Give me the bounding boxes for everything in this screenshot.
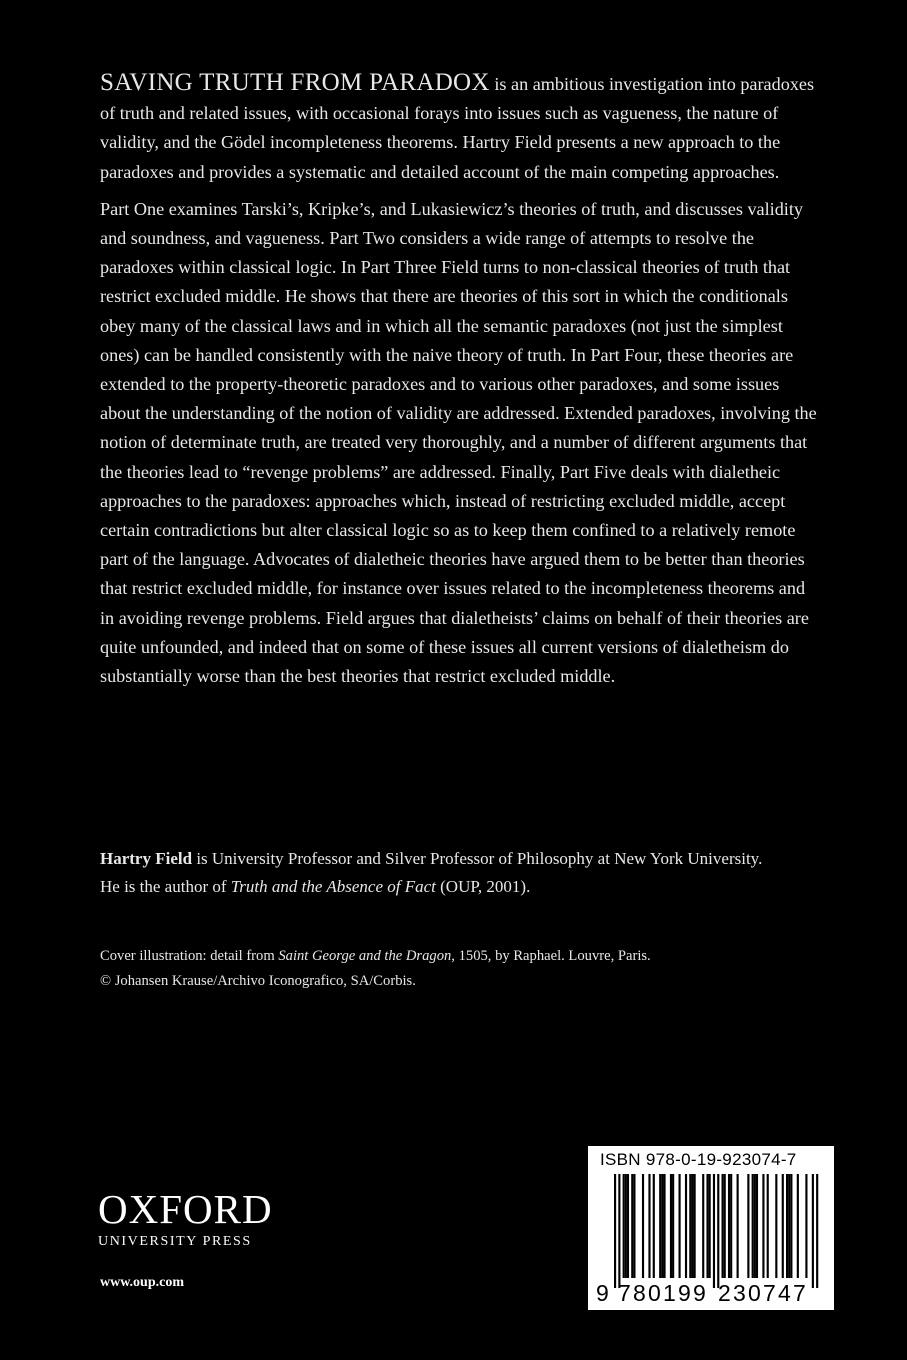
barcode-bar <box>691 1174 693 1278</box>
barcode-bar <box>788 1174 790 1278</box>
barcode-bar <box>653 1174 655 1278</box>
barcode-bar <box>775 1174 777 1278</box>
barcode-bar <box>679 1174 681 1278</box>
publisher-logo <box>98 1186 308 1250</box>
barcode-bar <box>659 1174 661 1278</box>
author-bio-line-2 <box>100 873 830 901</box>
barcode-bar <box>752 1174 754 1278</box>
barcode-bar <box>706 1174 708 1278</box>
barcode-bar <box>623 1174 625 1278</box>
barcode-bar <box>762 1174 764 1278</box>
barcode-bar <box>633 1174 635 1278</box>
barcode-bar <box>670 1174 672 1278</box>
barcode-bar <box>756 1174 758 1278</box>
barcode-bar <box>730 1174 732 1278</box>
blurb-paragraph-2: Part One examines Tarski’s, Kripke’s, and Lukasiewicz’s theories of truth, and discusses validity and soundness, and vagueness. Part Two considers a wide range of attempts to resolve the paradoxes within classical logic. In Part Three Field turns to non-classical theories of truth that restrict excluded middle. He shows that there are theories of this sort in which the conditionals obey many of the classical laws and in which all the semantic paradoxes (not just the simplest ones) can be handled consistently with the naive theory of truth. In Part Four, these theories are extended to the property-theoretic paradoxes and to various other paradoxes, and some issues about the understanding of the notion of validity are addressed. Extended paradoxes, involving the notion of determinate truth, are treated very thoroughly, and a number of different arguments that the theories lead to “revenge problems” are addressed. Finally, Part Five deals with dialetheic approaches to the paradoxes: approaches which, instead of restricting excluded middle, accept certain contradictions but alter classical logic so as to keep them confined to a relatively remote part of the language. Advocates of dialetheic theories have argued them to be better than theories that restrict excluded middle, for instance over issues related to the incompleteness theorems and in avoiding revenge problems. Field argues that dialetheists’ claims on behalf of their theories are quite unfounded, and indeed that on some of these issues all current versions of dialetheism do substantially worse than the best theories that restrict excluded middle. <box>100 198 817 687</box>
barcode-guard-bar <box>614 1174 616 1288</box>
book-title: SAVING TRUTH FROM PARADOX <box>100 69 490 96</box>
barcode-bar <box>661 1174 663 1278</box>
barcode-bar <box>702 1174 704 1278</box>
barcode-bar <box>737 1174 739 1278</box>
publisher-name: OXFORD <box>98 1186 273 1232</box>
barcode-bar <box>625 1174 627 1278</box>
barcode-bar <box>797 1174 799 1278</box>
barcode-guard-bar <box>713 1174 715 1288</box>
publisher-subtitle: UNIVERSITY PRESS <box>98 1234 252 1249</box>
barcode-bar <box>790 1174 792 1278</box>
cover-illustration-credit <box>100 944 820 994</box>
barcode-bar <box>722 1174 724 1278</box>
author-bio-suffix: (OUP, 2001). <box>435 877 531 896</box>
barcode-bar <box>767 1174 769 1278</box>
credit-line-1 <box>100 944 820 969</box>
barcode-bar <box>685 1174 687 1278</box>
barcode-bar <box>689 1174 691 1278</box>
barcode-right-group: 230747 <box>718 1280 808 1306</box>
author-bio-text: is University Professor and Silver Professor of Philosophy at New York University. <box>192 849 763 868</box>
barcode-guard-bar <box>816 1174 818 1288</box>
artwork-title: Saint George and the Dragon <box>278 948 452 964</box>
barcode-bar <box>728 1174 730 1278</box>
barcode-bar <box>663 1174 665 1278</box>
author-bio <box>100 845 830 901</box>
publisher-url[interactable]: www.oup.com <box>100 1275 185 1290</box>
barcode-bar <box>805 1174 807 1278</box>
isbn-label: ISBN 978-0-19-923074-7 <box>600 1150 797 1169</box>
barcode-bar <box>631 1174 633 1278</box>
author-bio-prefix: He is the author of <box>100 877 231 896</box>
credit-line-2: © Johansen Krause/Archivo Iconografico, SA/Corbis. <box>100 973 416 989</box>
barcode-left-group: 780199 <box>618 1280 708 1306</box>
barcode-bar <box>642 1174 644 1278</box>
author-bio-line-1 <box>100 845 830 873</box>
barcode-bar <box>648 1174 650 1278</box>
barcode-guard-bar <box>812 1174 814 1288</box>
back-cover-blurb <box>100 68 820 691</box>
barcode-bar <box>724 1174 726 1278</box>
credit-prefix: Cover illustration: detail from <box>100 948 279 964</box>
barcode-guard-bar <box>618 1174 620 1288</box>
blurb-paragraph-1-text: is an ambitious investigation into paradoxes of truth and related issues, with occasional forays into issues such as vagueness, the nature of validity, and the Gödel incompleteness theorems. Hartry Field presents a new approach to the paradoxes and provides a systematic and detailed account of the main competing approaches. <box>100 74 815 182</box>
barcode-bar <box>747 1174 749 1278</box>
barcode-bar <box>782 1174 784 1278</box>
barcode-bar <box>709 1174 711 1278</box>
barcode-bar <box>786 1174 788 1278</box>
isbn-barcode <box>588 1146 834 1310</box>
barcode-bar <box>627 1174 629 1278</box>
barcode-first-digit: 9 <box>596 1280 609 1306</box>
blurb-paragraph-1 <box>100 68 820 187</box>
barcode-bar <box>754 1174 756 1278</box>
author-name: Hartry Field <box>100 849 193 868</box>
author-previous-book: Truth and the Absence of Fact <box>230 877 436 896</box>
barcode-bar <box>694 1174 696 1278</box>
credit-suffix: , 1505, by Raphael. Louvre, Paris. <box>451 948 651 964</box>
barcode-guard-bar <box>717 1174 719 1288</box>
barcode-bar <box>672 1174 674 1278</box>
